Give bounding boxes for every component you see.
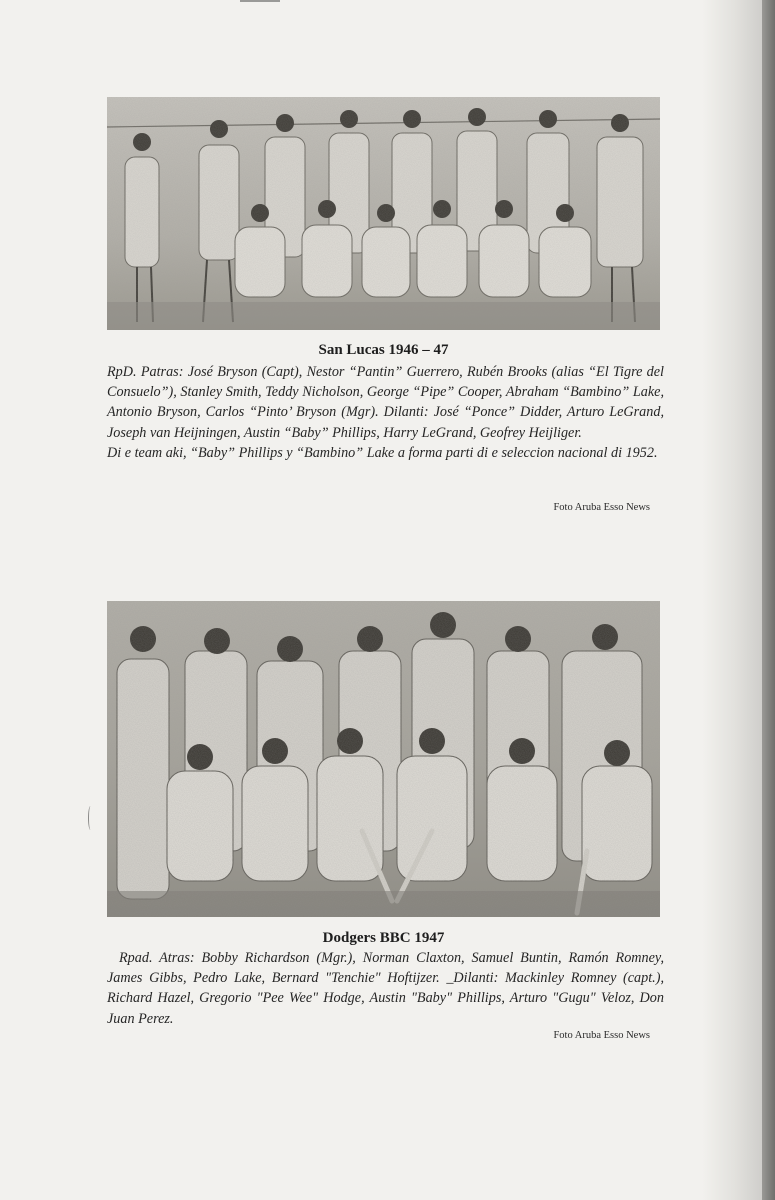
page-edge: [762, 0, 775, 1200]
figure-title-dodgers: Dodgers BBC 1947: [322, 930, 445, 946]
figure-caption-san-lucas: [107, 362, 664, 463]
figure-caption-dodgers: Rpad. Atras: Bobby Richardson (Mgr.), Norman Claxton, Samuel Buntin, Ramón Romney, James Gibbs, Pedro Lake, Bernard "Tenchie" Hoftijzer. _Dilanti: Mackinley Romney (capt.), Richard Hazel, Gregorio "Pee Wee" Hodge, Austin "Baby" Phillips, Arturo "Gugu" Veloz, Don Juan Perez.: [107, 950, 664, 1027]
caption-note-text: Di e team aki, “Baby” Phillips y “Bambino” Lake a forma parti di e seleccion nacional di 1952.: [107, 444, 658, 461]
caption-roster-text: RpD. Patras: José Bryson (Capt), Nestor “Pantin” Guerrero, Rubén Brooks (alias “El Tigre del Consuelo”), Stanley Smith, Teddy Nicholson, George “Pipe” Cooper, Abraham “Bambino” Lake, Antonio Bryson, Carlos “Pinto’ Bryson (Mgr). Dilanti: José “Ponce” Didder, Arturo LeGrand, Joseph van Heijningen, Austin “Baby” Phillips, Harry LeGrand, Geofrey Heijliger.: [107, 364, 664, 441]
figure-title-san-lucas: San Lucas 1946 – 47: [318, 342, 449, 358]
margin-pencil-mark: [88, 806, 93, 830]
top-scan-mark: [240, 0, 280, 2]
team-photo-dodgers-image: [107, 601, 660, 917]
photo-credit-san-lucas: Foto Aruba Esso News: [553, 502, 650, 513]
team-photo-dodgers: [107, 601, 660, 917]
page-gutter-shadow: [702, 0, 762, 1200]
team-photo-san-lucas: [107, 97, 660, 330]
team-photo-san-lucas-image: [107, 97, 660, 330]
photo-credit-dodgers: Foto Aruba Esso News: [553, 1030, 650, 1041]
